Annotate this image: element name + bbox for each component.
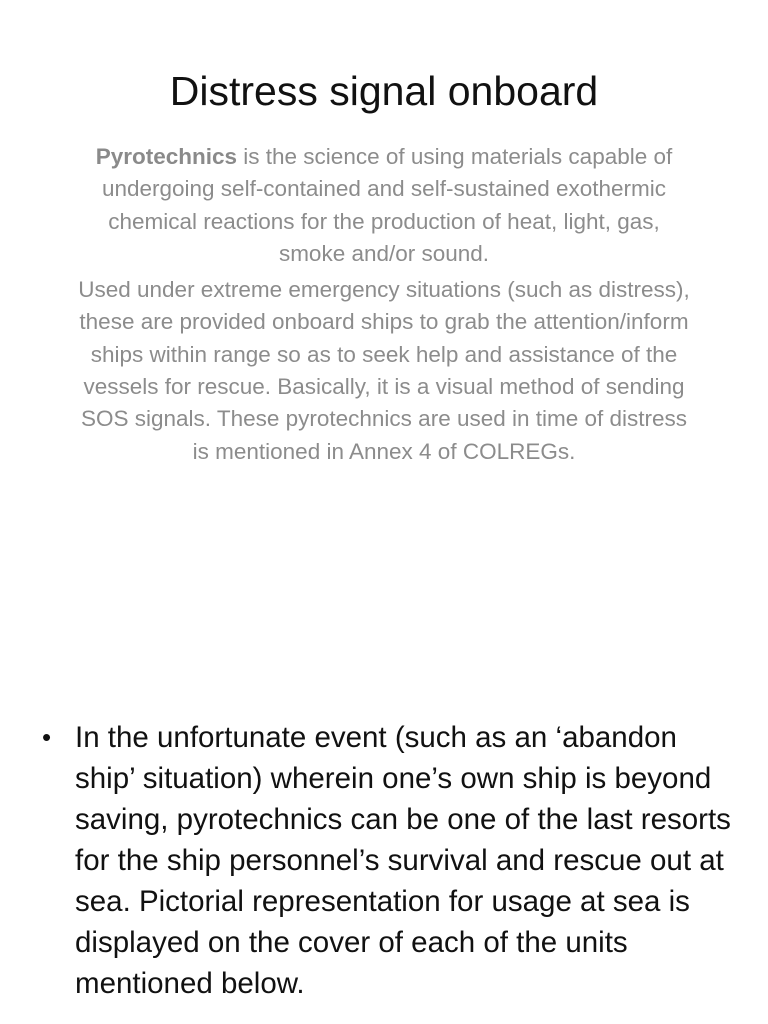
bullet-list (40, 717, 740, 1004)
bullet-item (40, 717, 740, 1004)
slide-title: Distress signal onboard (169, 68, 599, 114)
bullet-marker: • (42, 722, 52, 752)
subtitle-bold-term: Pyrotechnics (95, 144, 238, 169)
subtitle-block (74, 141, 694, 472)
subtitle-paragraph-definition (74, 141, 694, 270)
bullet-text: In the unfortunate event (such as an ‘abandon ship’ situation) wherein one’s own ship is beyond saving, pyrotechnics can be one of the last resorts for the ship personnel’s survival and rescue out at sea. Pictorial representation for usage at sea is displayed on the cover of each of the units mentioned below. (75, 721, 731, 1000)
subtitle-definition-text: is the science of using materials capable of undergoing self-contained and self-sustained exothermic chemical reactions for the production of heat, light, gas, smoke and/or sound. (101, 144, 673, 266)
subtitle-paragraph-usage: Used under extreme emergency situations (such as distress), these are provided onboard ships to grab the attention/inform ships within range so as to seek help and assistance of the vessels for rescue. Basically, it is a visual method of sending SOS signals. These pyrotechnics are used in time of distress is mentioned in Annex 4 of COLREGs. (78, 277, 690, 464)
